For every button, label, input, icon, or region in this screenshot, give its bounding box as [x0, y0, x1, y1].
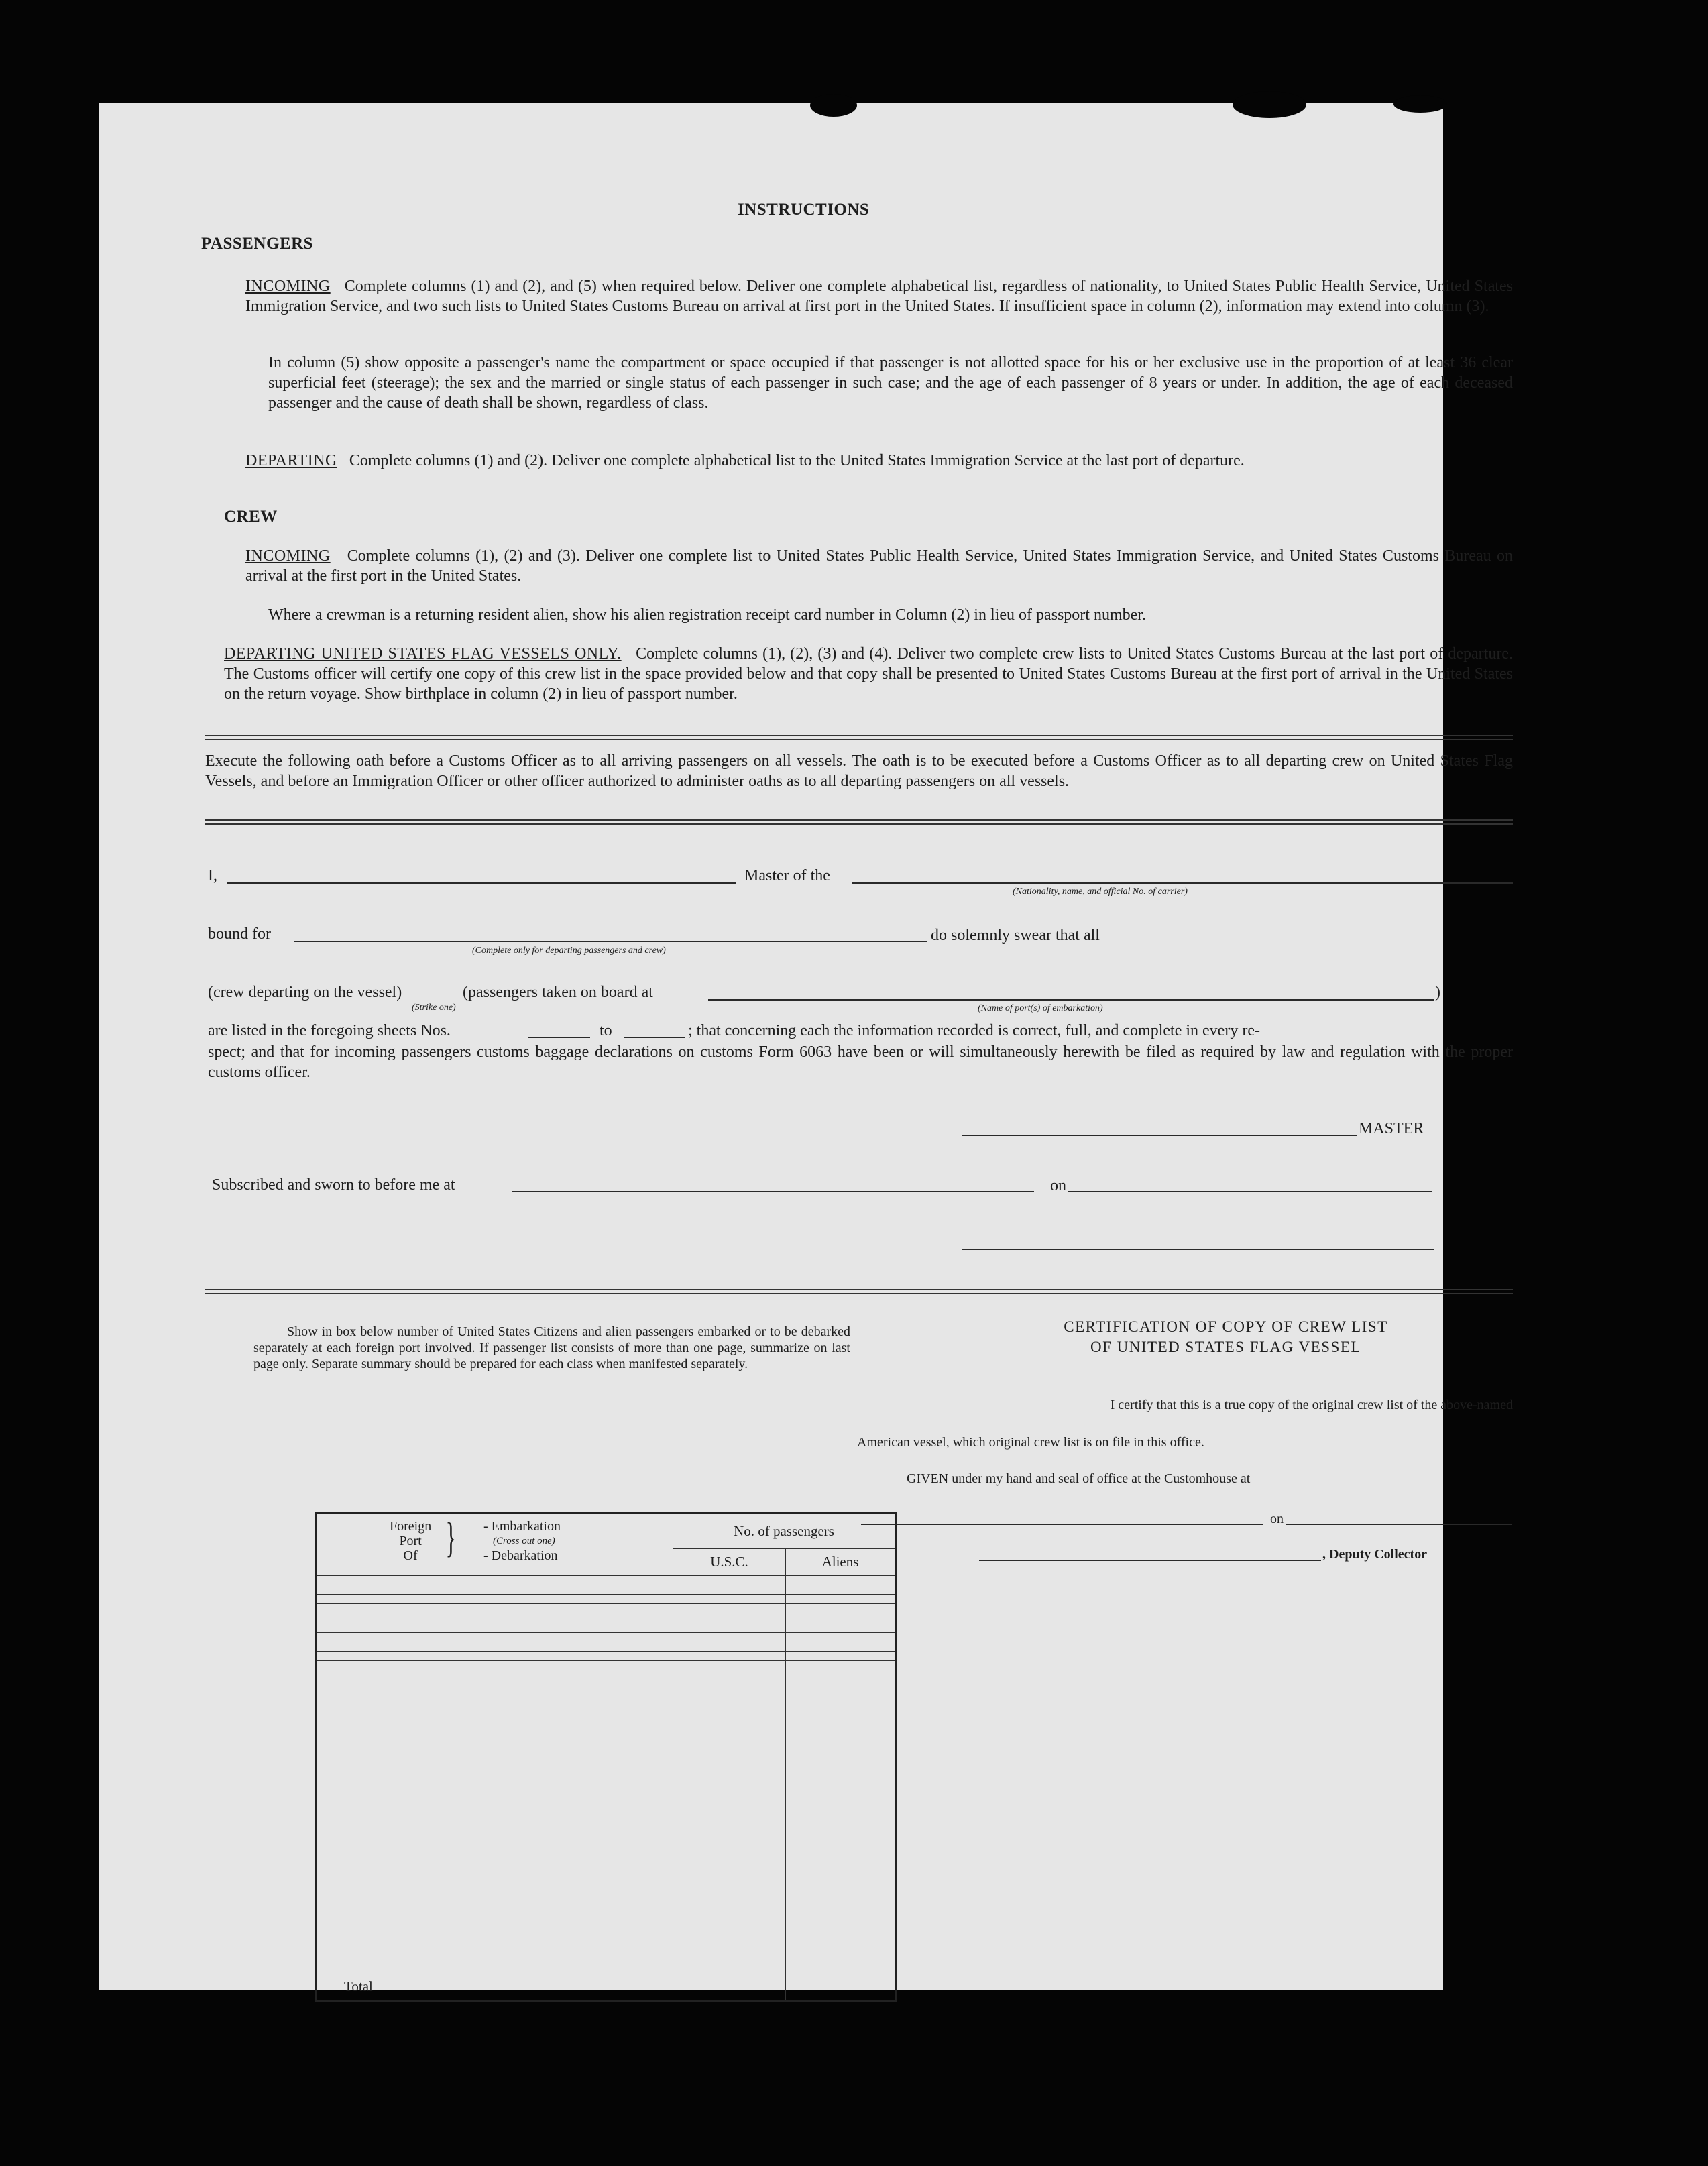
sheet-from-field[interactable] [528, 1037, 590, 1038]
total-label: Total [317, 1670, 673, 2002]
no-of-passengers-header: No. of passengers [673, 1513, 896, 1549]
certification-on-label: on [1270, 1512, 1284, 1526]
aliens-header: Aliens [786, 1549, 896, 1576]
usc-cell[interactable] [673, 1576, 786, 1585]
section-divider [205, 735, 1513, 740]
crew-incoming-text: Complete columns (1), (2) and (3). Deliver one complete list to United States Public Health Service, United States Immigration Service, and United States Customs Bureau on arrival at the first port in the United States. [245, 547, 1513, 585]
crew-heading: CREW [224, 508, 278, 526]
summary-instructions: Show in box below number of United States Citizens and alien passengers embarked or to be debarked separately at each foreign port involved. If passenger list consists of more than one page, summarize on last page only. Separate summary should be prepared for each class when manifested separately. [253, 1324, 850, 1371]
port-label: Port [399, 1534, 422, 1548]
nationality-caption: (Nationality, name, and official No. of carrier) [1013, 887, 1188, 897]
table-row [317, 1604, 896, 1613]
aliens-cell[interactable] [786, 1595, 896, 1604]
page-title: INSTRUCTIONS [738, 201, 870, 219]
listed-to-label: to [600, 1022, 612, 1039]
usc-cell[interactable] [673, 1623, 786, 1632]
master-label: MASTER [1359, 1120, 1424, 1137]
foreign-port-of-label [390, 1519, 431, 1563]
usc-header: U.S.C. [673, 1549, 786, 1576]
torn-edge [1233, 91, 1306, 118]
table-row [317, 1576, 896, 1585]
port-cell[interactable] [317, 1585, 673, 1595]
oath-intro: Execute the following oath before a Customs Officer as to all arriving passengers on all vessels. The oath is to be executed before a Customs Officer as to all departing crew on United States Flag Vessels, and before an Immigration Officer or other officer authorized to administer oaths as to all departing passengers on all vessels. [205, 752, 1513, 790]
foreign-label: Foreign [390, 1519, 432, 1534]
section-divider [205, 819, 1513, 825]
close-paren: ) [1435, 984, 1440, 1001]
bound-for-label: bound for [208, 925, 271, 943]
aliens-cell[interactable] [786, 1632, 896, 1642]
bound-for-caption: (Complete only for departing passengers and crew) [472, 946, 666, 956]
embarkation-label: - Embarkation [483, 1519, 561, 1534]
crew-departing-text: (crew departing on the vessel) [208, 984, 402, 1001]
brace-glyph: } [445, 1514, 457, 1561]
passengers-incoming-label: INCOMING [245, 278, 331, 295]
port-caption: (Name of port(s) of embarkation) [978, 1003, 1103, 1013]
aliens-cell[interactable] [786, 1576, 896, 1585]
torn-edge [810, 94, 857, 117]
of-label: Of [403, 1548, 418, 1563]
aliens-cell[interactable] [786, 1604, 896, 1613]
strike-one-caption: (Strike one) [412, 1003, 456, 1013]
usc-cell[interactable] [673, 1604, 786, 1613]
aliens-cell[interactable] [786, 1613, 896, 1623]
master-of-the-label: Master of the [744, 867, 830, 885]
section-divider [205, 1289, 1513, 1294]
port-of-embarkation-field[interactable] [708, 999, 1434, 1001]
port-cell[interactable] [317, 1632, 673, 1642]
subscribed-text: Subscribed and sworn to before me at [212, 1176, 455, 1194]
listed-text-rest: spect; and that for incoming passengers customs baggage declarations on customs Form 6063 have been or will simultaneously herewith be filed as required by law and regulation with the proper customs officer. [208, 1043, 1513, 1081]
usc-cell[interactable] [673, 1632, 786, 1642]
passengers-departing-section [245, 451, 1513, 471]
certify-text-1: I certify that this is a true copy of the original crew list of the above-named [1110, 1398, 1513, 1412]
port-cell[interactable] [317, 1651, 673, 1660]
port-cell[interactable] [317, 1576, 673, 1585]
listed-text-2: ; that concerning each the information recorded is correct, full, and complete in every re- [688, 1022, 1260, 1039]
usc-cell[interactable] [673, 1642, 786, 1651]
port-cell[interactable] [317, 1642, 673, 1651]
table-row [317, 1642, 896, 1651]
port-cell[interactable] [317, 1595, 673, 1604]
table-row [317, 1632, 896, 1642]
crew-resident-alien-text: Where a crewman is a returning resident alien, show his alien registration receipt card number in Column (2) in lieu of passport number. [268, 606, 1146, 624]
crew-departing-us-text: Complete columns (1), (2), (3) and (4). Deliver two complete crew lists to United States Customs Bureau at the last port of departure. The Customs officer will certify one copy of this crew list in the space provided below and that copy shall be presented to United States Customs Bureau at the first port of arrival in the United States on the return voyage. Show birthplace in column (2) in lieu of passport number. [224, 645, 1513, 703]
table-row [317, 1585, 896, 1595]
solemnly-swear-text: do solemnly swear that all [931, 927, 1100, 944]
given-text: GIVEN under my hand and seal of office at the Customhouse at [907, 1471, 1251, 1486]
passengers-departing-text: Complete columns (1) and (2). Deliver one complete alphabetical list to the United States Immigration Service at the last port of departure. [349, 452, 1245, 469]
cross-out-label: (Cross out one) [493, 1536, 555, 1546]
deputy-collector-label: , Deputy Collector [1322, 1547, 1428, 1562]
sheet-to-field[interactable] [624, 1037, 685, 1038]
passengers-taken-text: (passengers taken on board at [463, 984, 653, 1001]
crew-departing-us-label: DEPARTING UNITED STATES FLAG VESSELS ONLY. [224, 645, 622, 663]
passengers-heading: PASSENGERS [201, 235, 314, 253]
table-row [317, 1613, 896, 1623]
master-name-field[interactable] [227, 882, 736, 884]
certification-date-field[interactable] [1286, 1524, 1512, 1525]
debarkation-label: - Debarkation [483, 1548, 558, 1563]
embark-debark-labels [483, 1519, 561, 1563]
table-row [317, 1651, 896, 1660]
table-row [317, 1623, 896, 1632]
aliens-cell[interactable] [786, 1585, 896, 1595]
crew-departing-us-section [224, 644, 1513, 704]
port-header-cell [317, 1513, 673, 1576]
total-row [317, 1670, 896, 2002]
listed-text-1: are listed in the foregoing sheets Nos. [208, 1022, 451, 1039]
certification-heading-1: CERTIFICATION OF COPY OF CREW LIST [1064, 1318, 1388, 1335]
port-cell[interactable] [317, 1623, 673, 1632]
subscribed-place-field[interactable] [512, 1191, 1034, 1192]
subscribed-date-field[interactable] [1068, 1191, 1432, 1192]
aliens-total-cell[interactable] [786, 1670, 896, 2002]
subscribed-on-label: on [1050, 1177, 1066, 1194]
port-cell[interactable] [317, 1604, 673, 1613]
table-row [317, 1660, 896, 1670]
vessel-name-field[interactable] [852, 882, 1513, 884]
usc-total-cell[interactable] [673, 1670, 786, 2002]
document-page [99, 103, 1514, 1994]
crew-incoming-section [245, 546, 1513, 586]
aliens-cell[interactable] [786, 1623, 896, 1632]
usc-cell[interactable] [673, 1585, 786, 1595]
usc-cell[interactable] [673, 1595, 786, 1604]
bound-for-field[interactable] [294, 941, 927, 942]
customhouse-place-field[interactable] [861, 1524, 1263, 1525]
port-cell[interactable] [317, 1660, 673, 1670]
aliens-cell[interactable] [786, 1660, 896, 1670]
usc-cell[interactable] [673, 1660, 786, 1670]
crew-incoming-label: INCOMING [245, 547, 331, 565]
usc-cell[interactable] [673, 1613, 786, 1623]
passengers-column5-text: In column (5) show opposite a passenger's name the compartment or space occupied if that passenger is not allotted space for his or her exclusive use in the proportion of at least 36 clear superficial feet (steerage); the sex and the married or single status of each passenger in such case; and the age of each passenger of 8 years or under. In addition, the age of each deceased passenger and the cause of death shall be shown, regardless of class. [268, 354, 1513, 412]
certification-heading [971, 1317, 1481, 1357]
certify-text-2: American vessel, which original crew list is on file in this office. [857, 1435, 1204, 1450]
torn-edge [1393, 95, 1447, 113]
oath-i-label: I, [208, 867, 217, 885]
deputy-collector-signature-field[interactable] [979, 1560, 1321, 1561]
aliens-cell[interactable] [786, 1642, 896, 1651]
certification-heading-2: OF UNITED STATES FLAG VESSEL [1090, 1338, 1361, 1355]
passengers-incoming-section [245, 276, 1513, 317]
aliens-cell[interactable] [786, 1651, 896, 1660]
passengers-incoming-text: Complete columns (1) and (2), and (5) when required below. Deliver one complete alphabetical list, regardless of nationality, to United States Public Health Service, United States Immigration Service, and two such lists to United States Customs Bureau on arrival at first port in the United States. If insufficient space in column (2), information may extend into column (3). [245, 278, 1514, 315]
usc-cell[interactable] [673, 1651, 786, 1660]
passengers-departing-label: DEPARTING [245, 452, 337, 469]
master-signature-field[interactable] [962, 1135, 1357, 1136]
passenger-summary-table [315, 1512, 897, 2002]
port-cell[interactable] [317, 1613, 673, 1623]
table-row [317, 1595, 896, 1604]
officer-signature-field[interactable] [962, 1249, 1434, 1250]
